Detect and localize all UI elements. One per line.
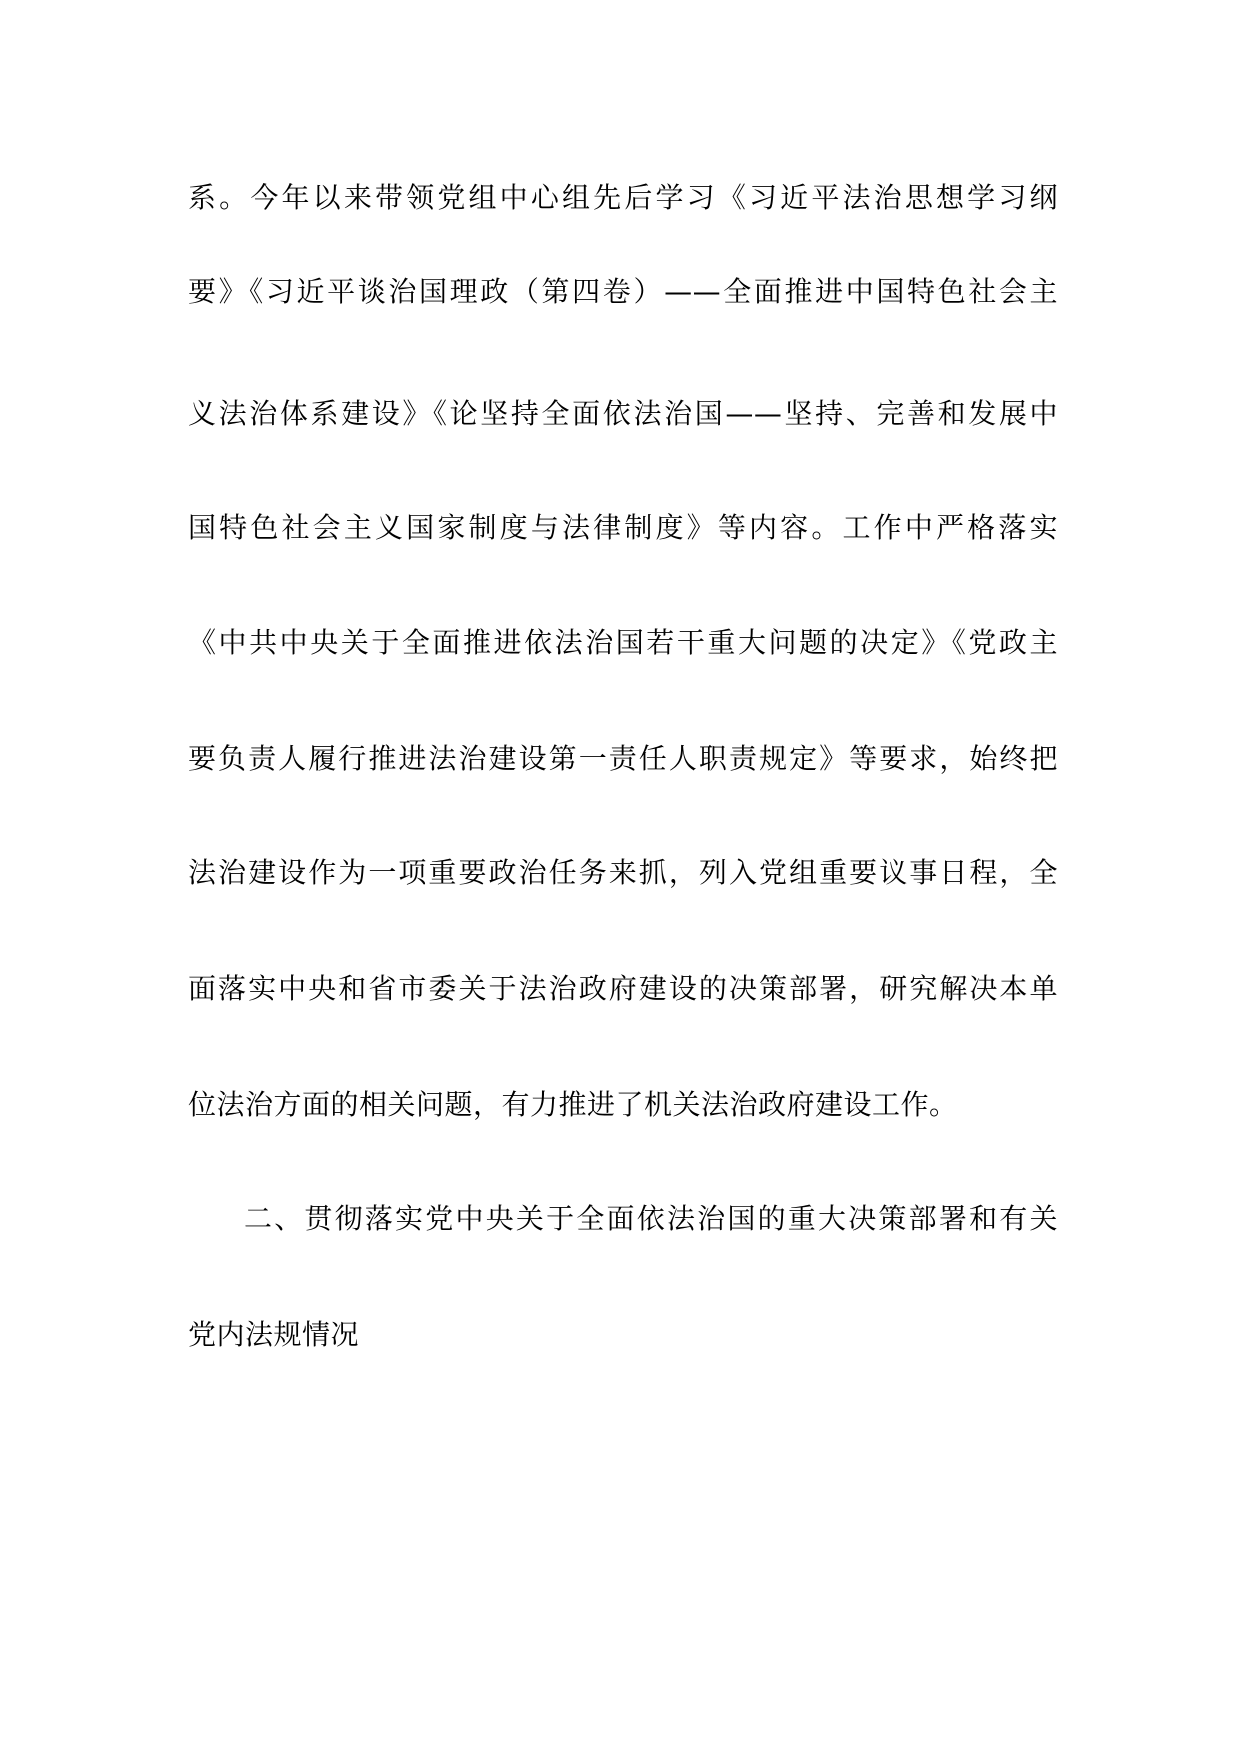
paragraph-line-4: 国特色社会主义国家制度与法律制度》等内容。工作中严格落实 [188,511,1058,544]
paragraph-line-9: 位法治方面的相关问题，有力推进了机关法治政府建设工作。 [188,1088,958,1121]
paragraph-line-6: 要负责人履行推进法治建设第一责任人职责规定》等要求，始终把 [188,742,1058,775]
paragraph-line-8: 面落实中央和省市委关于法治政府建设的决策部署，研究解决本单 [188,972,1058,1005]
paragraph-line-5: 《中共中央关于全面推进依法治国若干重大问题的决定》《党政主 [188,626,1058,659]
paragraph-line-7: 法治建设作为一项重要政治任务来抓，列入党组重要议事日程，全 [188,856,1058,889]
section-heading-line-1: 二、贯彻落实党中央关于全面依法治国的重大决策部署和有关 [244,1202,1058,1235]
paragraph-line-1: 系。今年以来带领党组中心组先后学习《习近平法治思想学习纲 [188,181,1058,214]
section-heading-line-2: 党内法规情况 [188,1318,360,1351]
paragraph-line-3: 义法治体系建设》《论坚持全面依法治国——坚持、完善和发展中 [188,397,1058,430]
paragraph-line-2: 要》《习近平谈治国理政（第四卷）——全面推进中国特色社会主 [188,275,1058,308]
